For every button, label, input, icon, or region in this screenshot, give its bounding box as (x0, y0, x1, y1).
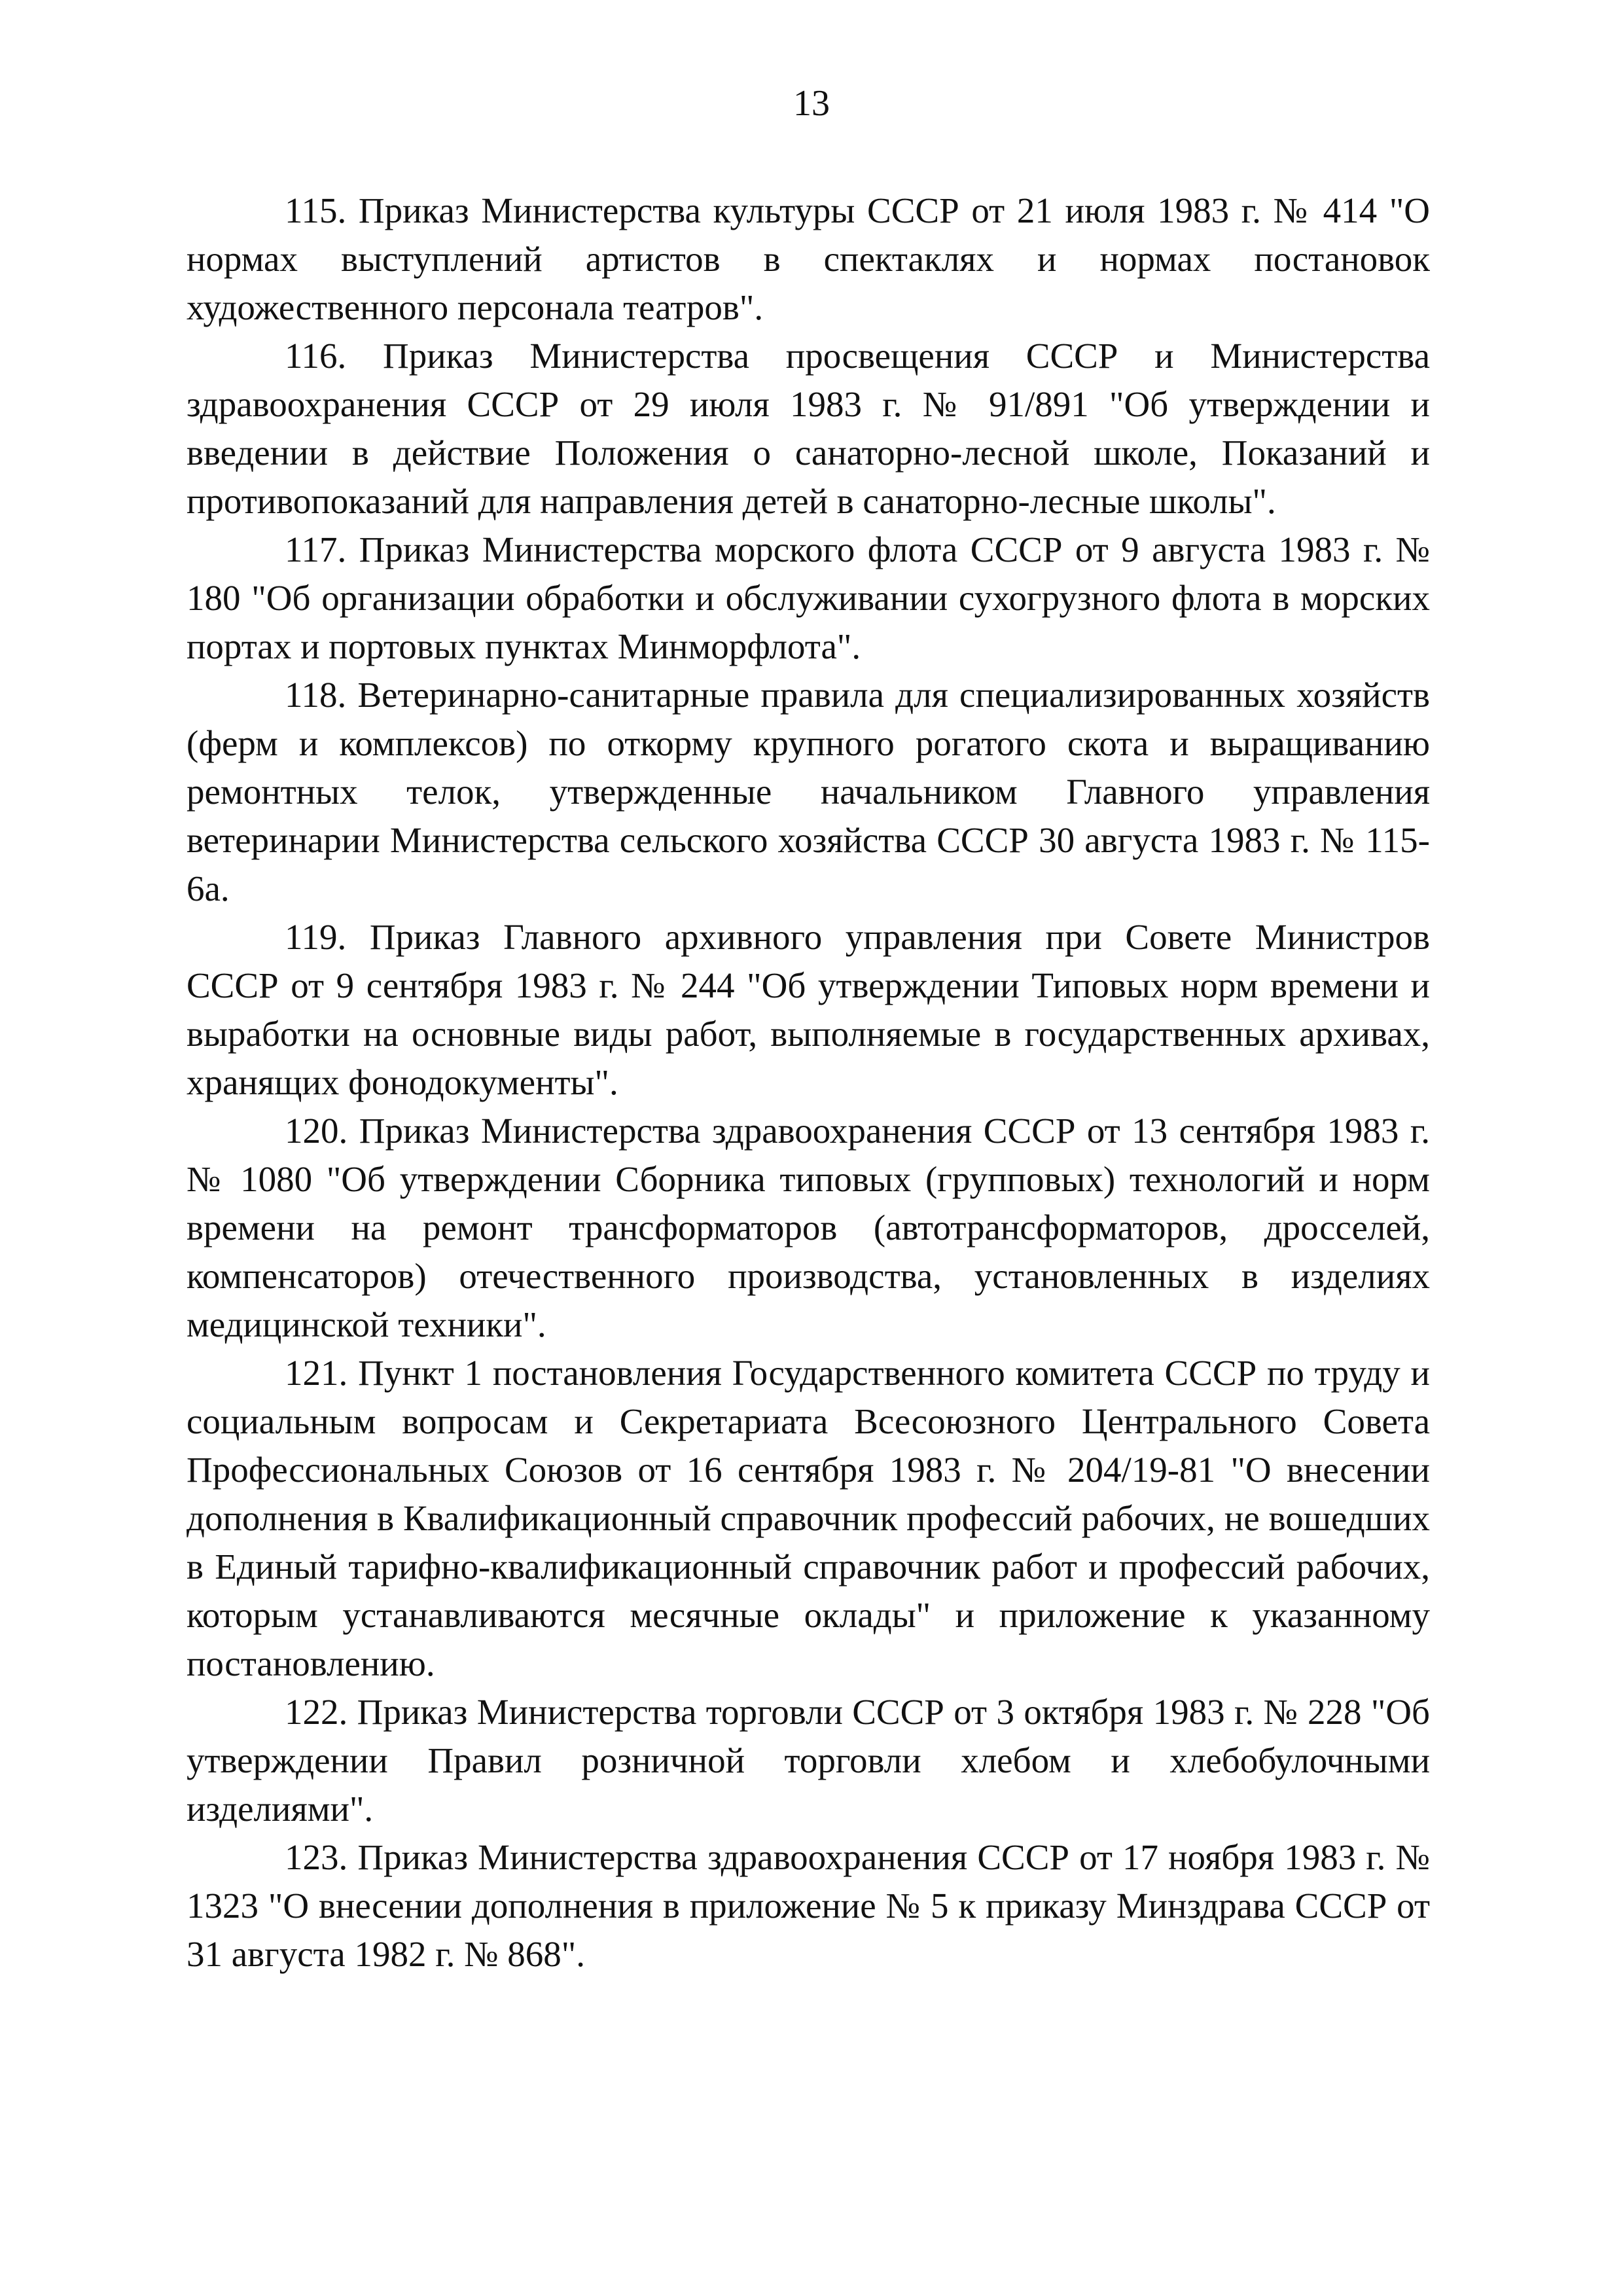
item-text: Приказ Министерства культуры СССР от 21 июля 1983 г. № 414 "О нормах выступлений артистов в спектаклях и нормах постановок художественного персонала театров". (187, 190, 1431, 327)
item-number: 116. (285, 336, 347, 376)
list-item-123 (187, 1833, 1430, 1979)
item-number: 119. (285, 917, 347, 957)
list-item-116 (187, 332, 1430, 526)
item-text: Приказ Главного архивного управления при Совете Министров СССР от 9 сентября 1983 г. № 244 "Об утверждении Типовых норм времени и выработки на основные виды работ, выполняемые в государственных архивах, хранящих фонодокументы". (187, 917, 1430, 1102)
item-number: 117. (285, 529, 347, 569)
item-text: Приказ Министерства морского флота СССР от 9 августа 1983 г. № 180 "Об организации обработки и обслуживании сухогрузного флота в морских портах и портовых пунктах Минморфлота". (187, 529, 1430, 666)
item-text: Ветеринарно-санитарные правила для специализированных хозяйств (ферм и комплексов) по откорму крупного рогатого скота и выращиванию ремонтных телок, утвержденные начальником Главного управления ветеринарии Министерства сельского хозяйства СССР 30 августа 1983 г. № 115-6а. (187, 675, 1430, 908)
list-item-119 (187, 913, 1430, 1107)
item-number: 122. (285, 1692, 348, 1732)
list-item-115 (187, 187, 1430, 332)
item-text: Приказ Министерства здравоохранения СССР от 17 ноября 1983 г. № 1323 "О внесении дополнения в приложение № 5 к приказу Минздрава СССР от 31 августа 1982 г. № 868". (187, 1837, 1431, 1974)
document-body (187, 187, 1430, 1979)
item-text: Пункт 1 постановления Государственного комитета СССР по труду и социальным вопросам и Секретариата Всесоюзного Центрального Совета Профессиональных Союзов от 16 сентября 1983 г. № 204/19-81 "О внесении дополнения в Квалификационный справочник профессий рабочих, не вошедших в Единый тарифно-квалификационный справочник работ и профессий рабочих, которым устанавливаются месячные оклады" и приложение к указанному постановлению. (187, 1353, 1430, 1683)
list-item-122 (187, 1688, 1430, 1833)
item-text: Приказ Министерства просвещения СССР и Министерства здравоохранения СССР от 29 июля 1983 г. № 91/891 "Об утверждении и введении в действие Положения о санаторно-лесной школе, Показаний и противопоказаний для направления детей в санаторно-лесные школы". (187, 336, 1430, 521)
item-number: 115. (285, 190, 347, 230)
item-text: Приказ Министерства торговли СССР от 3 октября 1983 г. № 228 "Об утверждении Правил розничной торговли хлебом и хлебобулочными изделиями". (187, 1692, 1431, 1829)
item-number: 123. (285, 1837, 348, 1877)
item-number: 120. (285, 1111, 348, 1151)
item-number: 118. (285, 675, 347, 715)
list-item-117 (187, 526, 1430, 671)
page-number: 13 (793, 83, 830, 124)
item-number: 121. (285, 1353, 348, 1393)
item-text: Приказ Министерства здравоохранения СССР от 13 сентября 1983 г. № 1080 "Об утверждении Сборника типовых (групповых) технологий и норм времени на ремонт трансформаторов (автотрансформаторов, дросселей, компенсаторов) отечественного производства, установленных в изделиях медицинской техники". (187, 1111, 1431, 1344)
list-item-120 (187, 1107, 1430, 1349)
list-item-121 (187, 1349, 1430, 1688)
list-item-118 (187, 671, 1430, 913)
